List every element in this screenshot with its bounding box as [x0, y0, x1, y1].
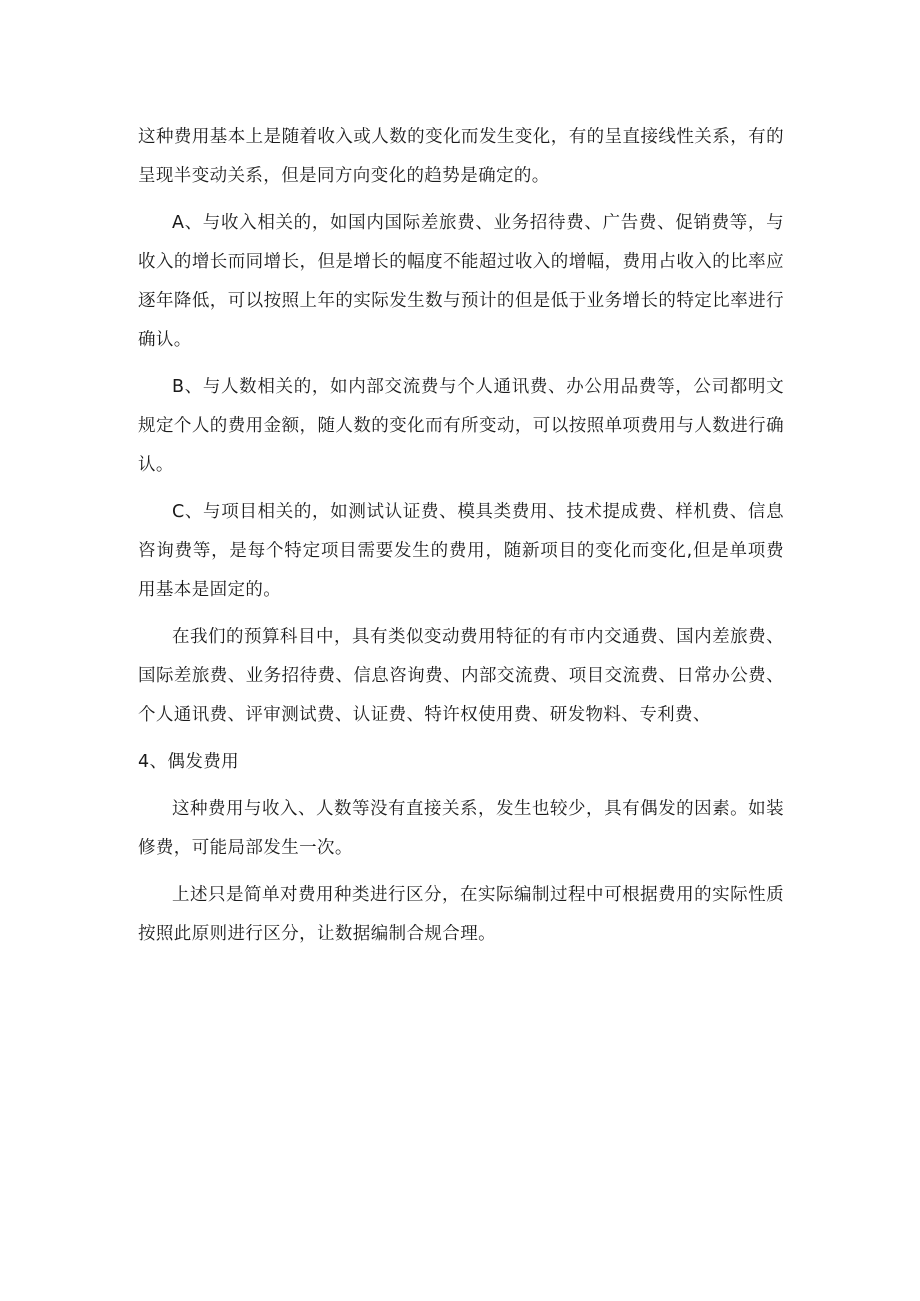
section-heading-incidental-costs: 4、偶发费用	[138, 752, 240, 772]
paragraph-revenue-related: A、与收入相关的，如国内国际差旅费、业务招待费、广告费、促销费等，与收入的增长而同增长，但是增长的幅度不能超过收入的增幅，费用占收入的比率应逐年降低，可以按照上年的实际发生数与预计的但是低于业务增长的特定比率进行确认。	[138, 213, 784, 350]
paragraph-headcount-related: B、与人数相关的，如内部交流费与个人通讯费、办公用品费等，公司都明文规定个人的费用金额，随人数的变化而有所变动，可以按照单项费用与人数进行确认。	[138, 377, 784, 475]
paragraph-variable-cost-intro: 这种费用基本上是随着收入或人数的变化而发生变化，有的呈直接线性关系，有的呈现半变动关系，但是同方向变化的趋势是确定的。	[138, 127, 784, 186]
paragraph-summary: 上述只是简单对费用种类进行区分，在实际编制过程中可根据费用的实际性质按照此原则进行区分，让数据编制合规合理。	[138, 885, 784, 944]
paragraph-project-related: C、与项目相关的，如测试认证费、模具类费用、技术提成费、样机费、信息咨询费等，是每个特定项目需要发生的费用，随新项目的变化而变化,但是单项费用基本是固定的。	[138, 502, 784, 600]
document-body	[138, 118, 784, 962]
paragraph-incidental-costs: 这种费用与收入、人数等没有直接关系，发生也较少，具有偶发的因素。如装修费，可能局部发生一次。	[138, 799, 784, 858]
paragraph-budget-items: 在我们的预算科目中，具有类似变动费用特征的有市内交通费、国内差旅费、国际差旅费、业务招待费、信息咨询费、内部交流费、项目交流费、日常办公费、个人通讯费、评审测试费、认证费、特许权使用费、研发物料、专利费、	[138, 627, 784, 725]
